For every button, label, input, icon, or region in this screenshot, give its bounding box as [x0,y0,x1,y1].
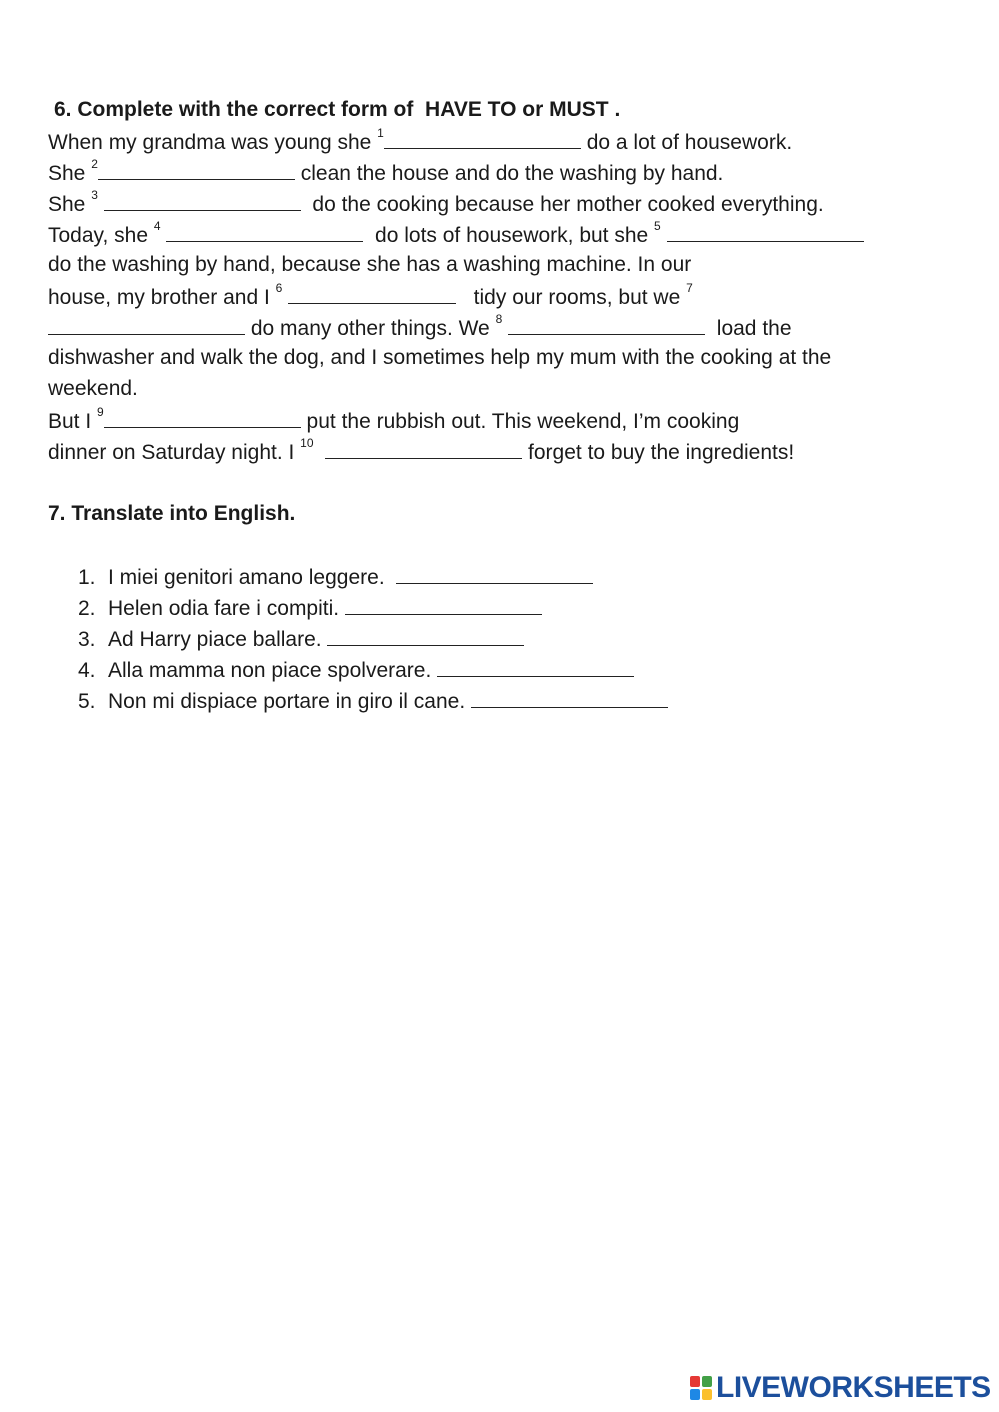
liveworksheets-icon [690,1376,712,1400]
list-item: 3. Ad Harry piace ballare. [78,627,668,658]
blank-4[interactable] [166,223,363,242]
list-item: 4. Alla mamma non piace spolverare. [78,658,668,689]
exercise-6-line-5: do the washing by hand, because she has a washing machine. In our [48,253,692,276]
exercise-6-line-4: Today, she $^4$ do lots of housework, but she $^5$ [48,223,864,246]
list-item: 2. Helen odia fare i compiti. [78,596,668,627]
exercise-6-line-3: She $^3$ do the cooking because her mother cooked everything. [48,188,824,216]
exercise-6-line-10: But I $^9$ put the rubbish out. This weekend, I’m cooking [48,405,740,433]
blank-2[interactable] [98,161,295,180]
exercise-6-line-2: She $^2$ clean the house and do the washing by hand. [48,157,724,185]
list-item: 5. Non mi dispiace portare in giro il cane. [78,689,668,720]
exercise-6-line-8: dishwasher and walk the dog, and I sometimes help my mum with the cooking at the [48,346,832,369]
blank-1[interactable] [384,130,581,149]
blank-3[interactable] [104,192,301,211]
blank-5[interactable] [667,223,864,242]
logo-text: LIVEWORKSHEETS [716,1371,991,1404]
translation-list [78,565,668,720]
blank-7[interactable] [48,316,245,335]
blank-9[interactable] [104,409,301,428]
blank-6[interactable] [288,285,456,304]
translation-blank-2[interactable] [345,596,542,615]
exercise-6-line-9: weekend. [48,377,138,400]
exercise-6-line-1: When my grandma was young she $^1$ do a lot of housework. [48,126,793,154]
exercise-6-line-11: dinner on Saturday night. I $^{10}$ forget to buy the ingredients! [48,436,795,464]
blank-10[interactable] [325,440,522,459]
translation-blank-1[interactable] [396,565,593,584]
liveworksheets-logo [690,1372,991,1404]
exercise-7-heading: 7. Translate into English. [48,502,296,525]
blank-8[interactable] [508,316,705,335]
translation-blank-5[interactable] [471,689,668,708]
exercise-6-line-6: house, my brother and I $^6$ tidy our rooms, but we $^7$ [48,281,693,309]
translation-blank-4[interactable] [437,658,634,677]
list-item: 1. I miei genitori amano leggere. [78,565,668,596]
translation-blank-3[interactable] [327,627,524,646]
exercise-6-line-7: do many other things. We $^8$ load the [48,316,792,339]
exercise-6-heading: 6. Complete with the correct form of HAVE TO or MUST . [54,98,621,121]
